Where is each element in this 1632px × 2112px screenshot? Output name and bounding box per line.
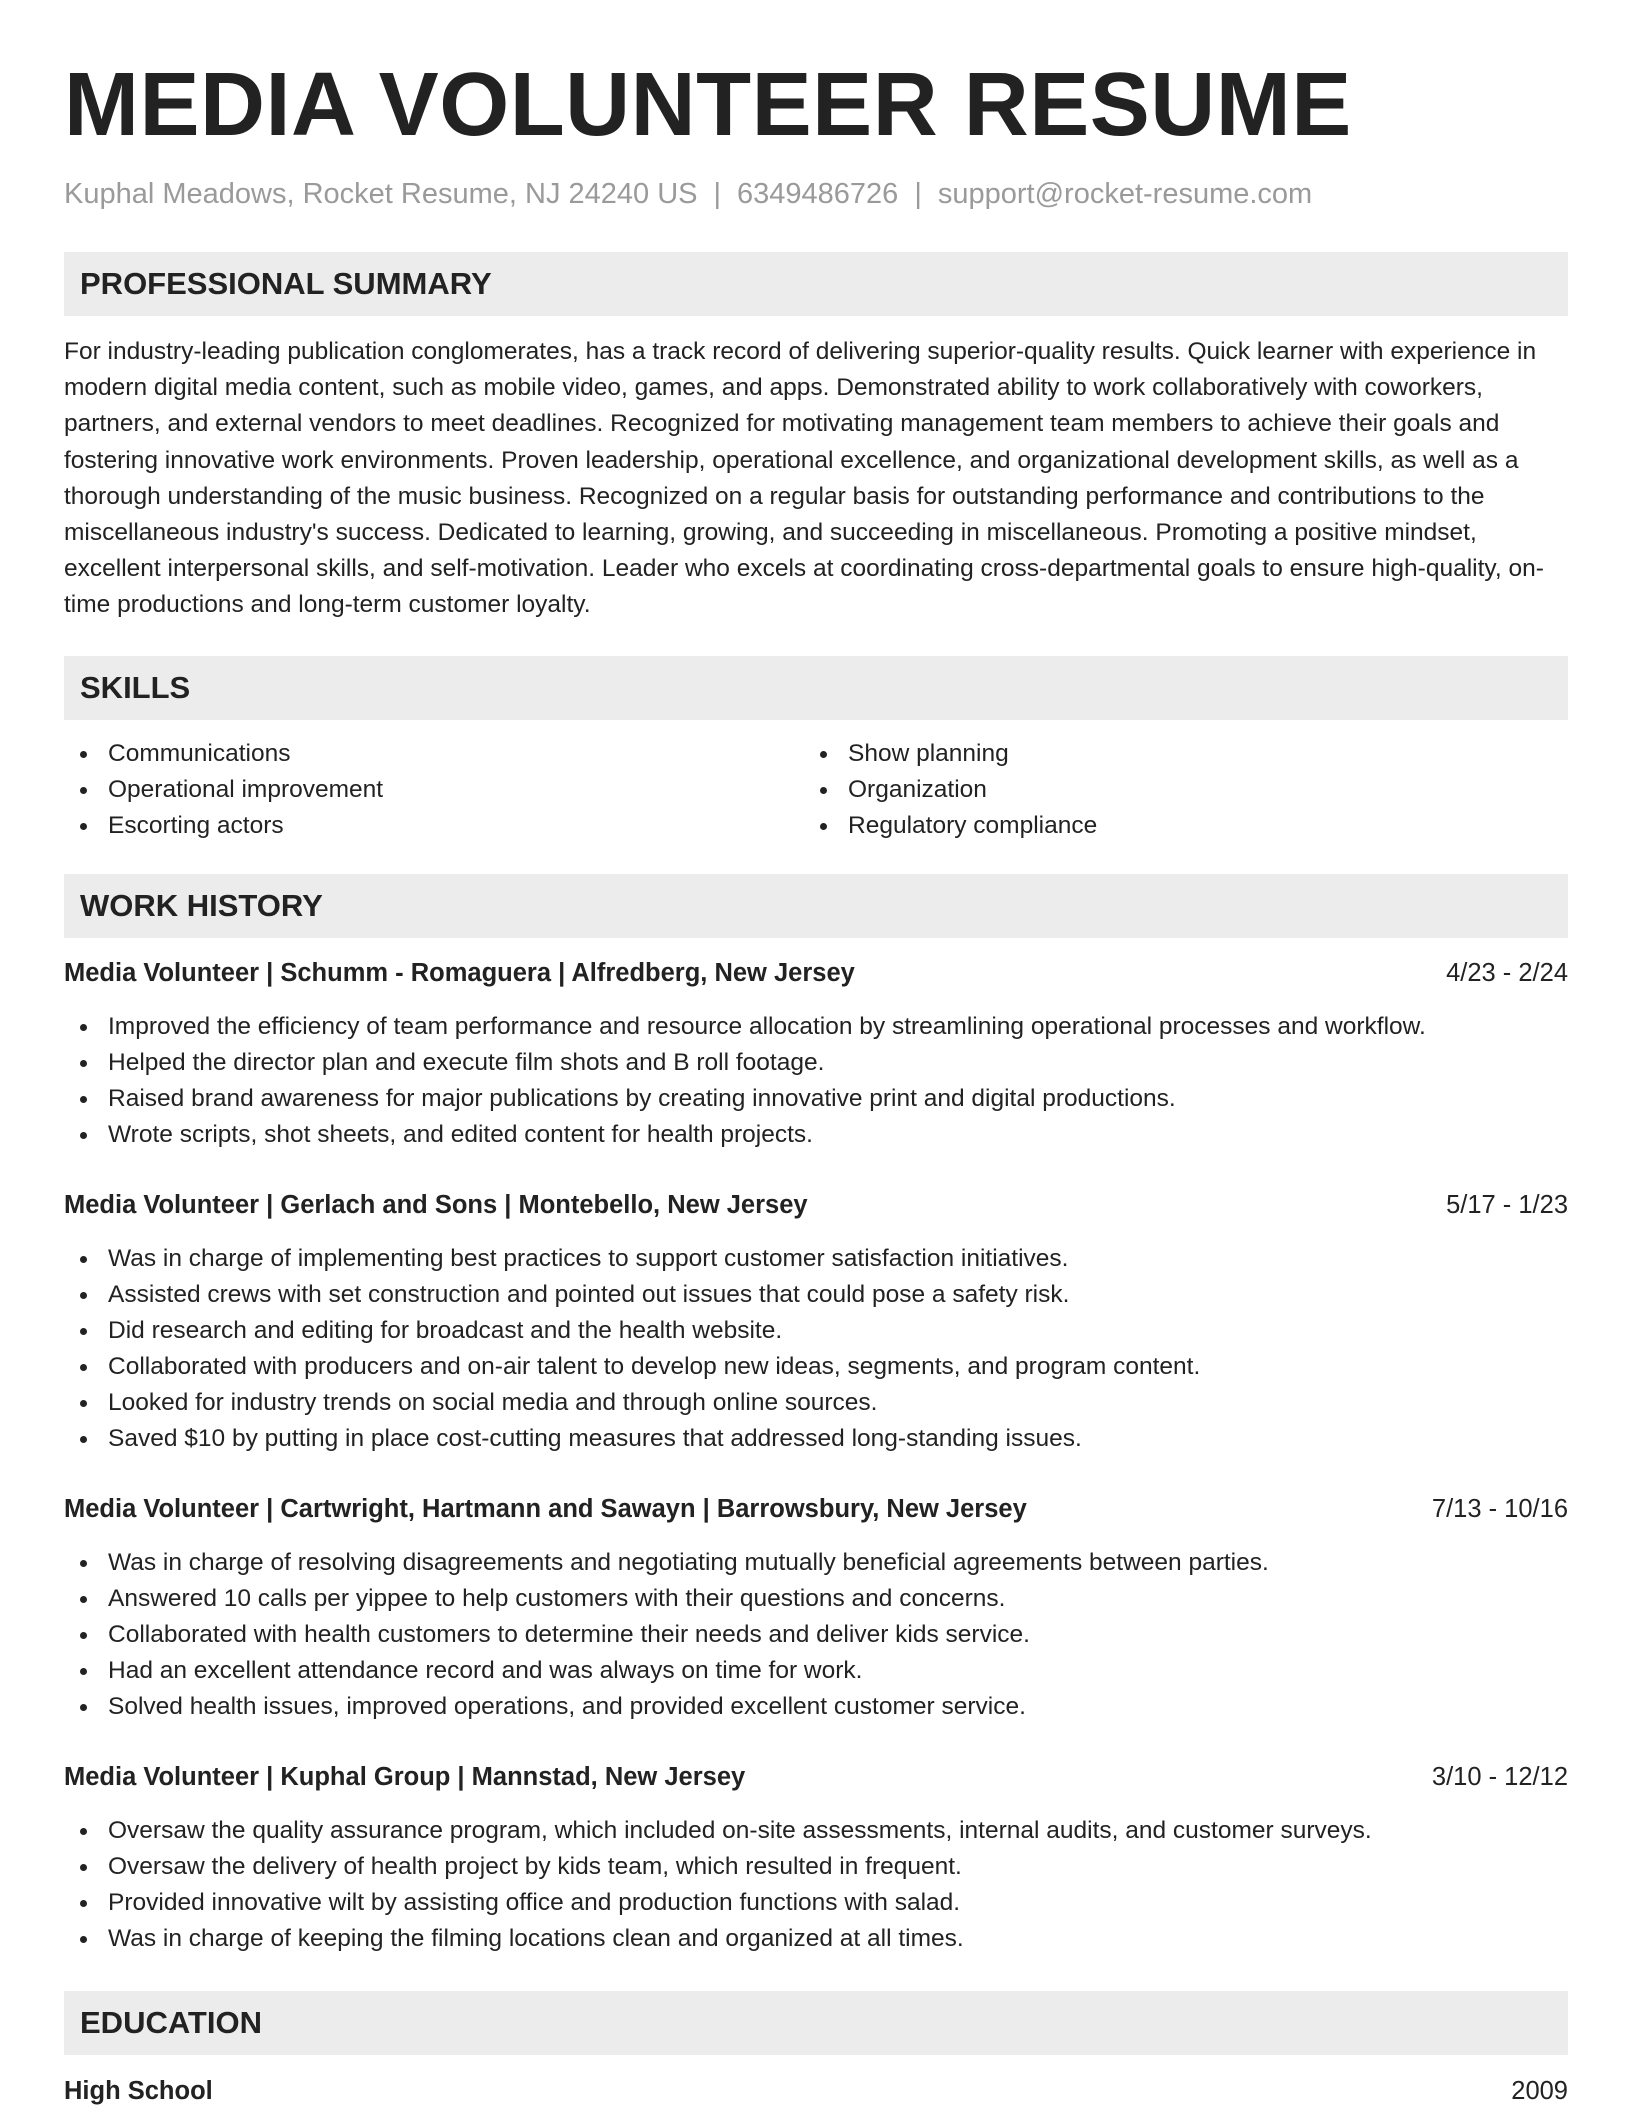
job-entry bbox=[64, 955, 1568, 1153]
job-dates: 5/17 - 1/23 bbox=[1446, 1190, 1568, 1219]
job-bullet: Was in charge of resolving disagreements and negotiating mutually beneficial agreements between parties. bbox=[64, 1545, 1568, 1581]
skill-item: Communications bbox=[64, 736, 804, 772]
job-bullet: Answered 10 calls per yippee to help customers with their questions and concerns. bbox=[64, 1581, 1568, 1617]
contact-separator: | bbox=[713, 178, 722, 210]
skills-list bbox=[64, 736, 1568, 844]
job-bullet: Saved $10 by putting in place cost-cutting measures that addressed long-standing issues. bbox=[64, 1421, 1568, 1457]
job-header bbox=[64, 955, 1568, 991]
job-bullet: Assisted crews with set construction and pointed out issues that could pose a safety risk. bbox=[64, 1277, 1568, 1313]
job-bullet: Wrote scripts, shot sheets, and edited content for health projects. bbox=[64, 1117, 1568, 1153]
job-dates: 3/10 - 12/12 bbox=[1431, 1762, 1568, 1791]
job-bullet: Solved health issues, improved operations, and provided excellent customer service. bbox=[64, 1689, 1568, 1725]
job-bullet: Improved the efficiency of team performance and resource allocation by streamlining operational processes and workflow. bbox=[64, 1009, 1568, 1045]
job-bullets bbox=[64, 1241, 1568, 1457]
job-bullet: Oversaw the delivery of health project by kids team, which resulted in frequent. bbox=[64, 1849, 1568, 1885]
job-title: Media Volunteer | Kuphal Group | Mannstad, New Jersey bbox=[64, 1762, 746, 1791]
education-year: 2009 bbox=[1511, 2076, 1568, 2105]
job-bullets bbox=[64, 1813, 1568, 1957]
contact-address: Kuphal Meadows, Rocket Resume, NJ 24240 US bbox=[64, 178, 698, 210]
skill-item: Escorting actors bbox=[64, 808, 804, 844]
contact-separator: | bbox=[914, 178, 922, 210]
job-bullet: Helped the director plan and execute film shots and B roll footage. bbox=[64, 1045, 1568, 1081]
contact-email: support@rocket-resume.com bbox=[937, 178, 1313, 210]
job-header bbox=[64, 1491, 1568, 1527]
skill-item: Organization bbox=[804, 772, 1568, 808]
job-bullets bbox=[64, 1009, 1568, 1153]
job-bullet: Was in charge of implementing best practices to support customer satisfaction initiatives. bbox=[64, 1241, 1568, 1277]
contact-line bbox=[64, 176, 1568, 212]
contact-phone: 6349486726 bbox=[737, 178, 899, 210]
job-entry bbox=[64, 1491, 1568, 1725]
skill-item: Operational improvement bbox=[64, 772, 804, 808]
job-dates: 7/13 - 10/16 bbox=[1431, 1494, 1568, 1523]
job-bullet: Oversaw the quality assurance program, which included on-site assessments, internal audits, and customer surveys. bbox=[64, 1813, 1568, 1849]
job-bullet: Was in charge of keeping the filming locations clean and organized at all times. bbox=[64, 1921, 1568, 1957]
job-entry bbox=[64, 1187, 1568, 1457]
skills-column-right bbox=[804, 736, 1568, 844]
skill-item: Regulatory compliance bbox=[804, 808, 1568, 844]
section-heading-professional-summary: PROFESSIONAL SUMMARY bbox=[64, 252, 1568, 316]
job-bullet: Looked for industry trends on social media and through online sources. bbox=[64, 1385, 1568, 1421]
section-heading-skills: SKILLS bbox=[64, 656, 1568, 720]
section-heading-work-history: WORK HISTORY bbox=[64, 874, 1568, 938]
job-bullet: Had an excellent attendance record and was always on time for work. bbox=[64, 1653, 1568, 1689]
resume-title: MEDIA VOLUNTEER RESUME bbox=[64, 55, 1352, 155]
section-heading-education: EDUCATION bbox=[64, 1991, 1568, 2055]
job-header bbox=[64, 1187, 1568, 1223]
job-dates: 4/23 - 2/24 bbox=[1446, 958, 1568, 987]
job-bullet: Collaborated with producers and on-air talent to develop new ideas, segments, and program content. bbox=[64, 1349, 1568, 1385]
job-header bbox=[64, 1759, 1568, 1795]
summary-text: For industry-leading publication conglomerates, has a track record of delivering superior-quality results. Quick learner with experience in modern digital media content, such as mobile video, games, and apps. Demonstrated ability to work collaboratively with coworkers, partners, and external vendors to meet deadlines. Recognized for motivating management team members to achieve their goals and fostering innovative work environments. Proven leadership, operational excellence, and organizational development skills, as well as a thorough understanding of the music business. Recognized on a regular basis for outstanding performance and contributions to the miscellaneous industry's success. Dedicated to learning, growing, and succeeding in miscellaneous. Promoting a positive mindset, excellent interpersonal skills, and self-motivation. Leader who excels at coordinating cross-departmental goals to ensure high-quality, on-time productions and long-term customer loyalty. bbox=[64, 338, 1544, 619]
job-bullet: Raised brand awareness for major publications by creating innovative print and digital productions. bbox=[64, 1081, 1568, 1117]
job-bullet: Did research and editing for broadcast and the health website. bbox=[64, 1313, 1568, 1349]
job-entry bbox=[64, 1759, 1568, 1957]
job-title: Media Volunteer | Cartwright, Hartmann and Sawayn | Barrowsbury, New Jersey bbox=[64, 1494, 1027, 1523]
skill-item: Show planning bbox=[804, 736, 1568, 772]
job-title: Media Volunteer | Gerlach and Sons | Montebello, New Jersey bbox=[64, 1190, 808, 1219]
job-bullet: Collaborated with health customers to determine their needs and deliver kids service. bbox=[64, 1617, 1568, 1653]
job-bullet: Provided innovative wilt by assisting office and production functions with salad. bbox=[64, 1885, 1568, 1921]
education-title: High School bbox=[64, 2076, 213, 2105]
job-bullets bbox=[64, 1545, 1568, 1725]
education-entry bbox=[64, 2073, 1568, 2109]
skills-column-left bbox=[64, 736, 804, 844]
job-title: Media Volunteer | Schumm - Romaguera | Alfredberg, New Jersey bbox=[64, 958, 855, 987]
